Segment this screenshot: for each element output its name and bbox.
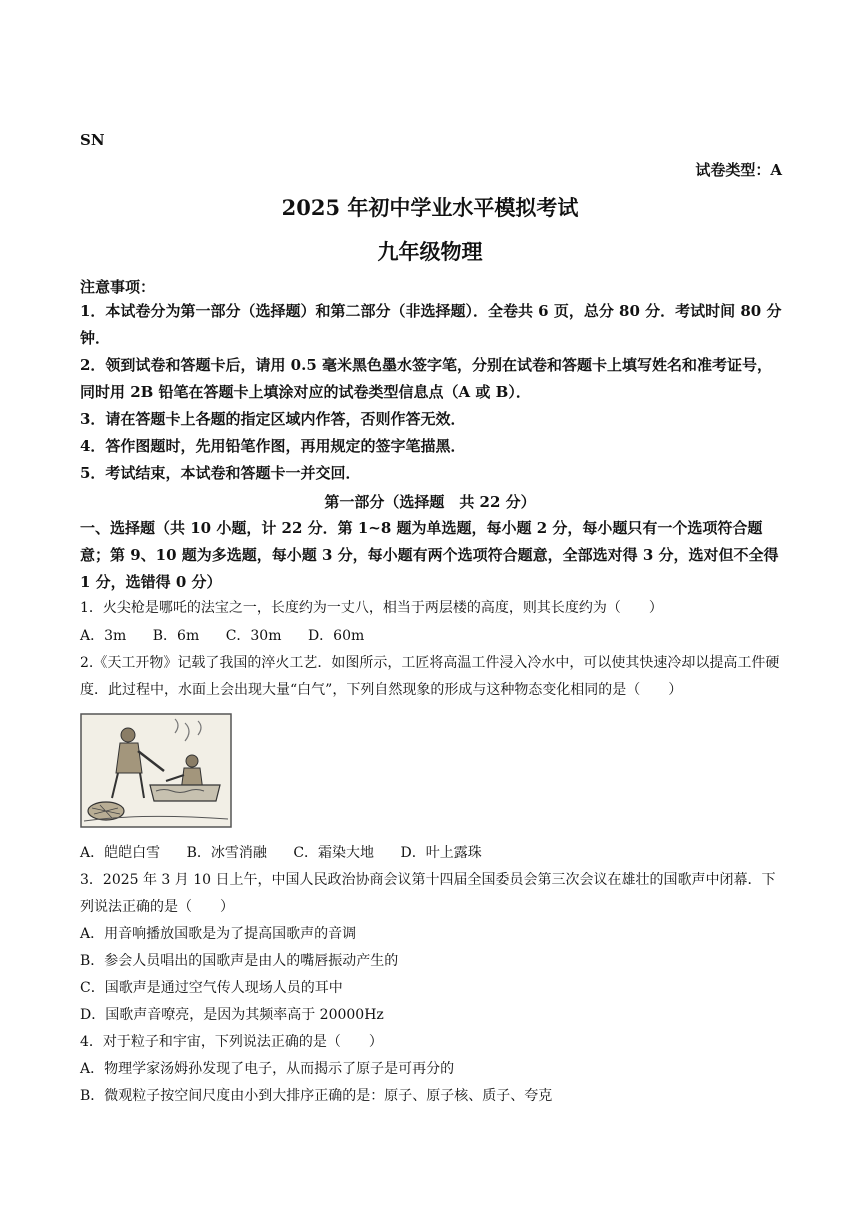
q3-option-a: A．用音响播放国歌是为了提高国歌声的音调 — [80, 926, 357, 942]
q2-option-d: D．叶上露珠 — [400, 845, 482, 861]
serial-code: SN — [80, 131, 105, 149]
q2-option-a: A．皑皑白雪 — [80, 845, 161, 861]
q3-option-b: B．参会人员唱出的国歌声是由人的嘴唇振动产生的 — [80, 953, 399, 969]
q1-option-d: D．60m — [307, 628, 365, 644]
notice-item-4: 4．答作图题时，先用铅笔作图，再用规定的签字笔描黑． — [80, 437, 466, 455]
section-instructions: 一、选择题（共 10 小题，计 22 分．第 1~8 题为单选题，每小题 2 分，每小题只有一个选项符合题意；第 9、10 题为多选题，每小题 3 分，每小题有两个选项符合题意，全部选对得 3 分，选对但不全得 1 分，选错得 0 分） — [80, 519, 779, 591]
exam-title: 2025 年初中学业水平模拟考试 — [281, 195, 579, 220]
question-1-options — [80, 625, 386, 645]
paper-type: 试卷类型：A — [695, 161, 782, 179]
notice-item-2: 2．领到试卷和答题卡后，请用 0.5 毫米黑色墨水签字笔，分别在试卷和答题卡上填写姓名和准考证号，同时用 2B 铅笔在答题卡上填涂对应的试卷类型信息点（A 或 B）． — [80, 356, 772, 401]
q4-option-b: B．微观粒子按空间尺度由小到大排序正确的是：原子、原子核、质子、夸克 — [80, 1088, 553, 1104]
q2-option-b: B．冰雪消融 — [186, 845, 267, 861]
q3-option-d: D．国歌声音嘹亮，是因为其频率高于 20000Hz — [80, 1007, 384, 1023]
question-2-options — [80, 842, 504, 862]
question-4-stem: 4．对于粒子和宇宙，下列说法正确的是（ ） — [80, 1034, 383, 1050]
q1-option-b: B．6m — [152, 628, 200, 644]
exam-subject: 九年级物理 — [377, 239, 483, 264]
notice-heading: 注意事项： — [80, 278, 156, 296]
part1-title: 第一部分（选择题 共 22 分） — [324, 493, 536, 511]
q2-option-c: C．霜染大地 — [293, 845, 375, 861]
question-2-stem: 2.《天工开物》记载了我国的淬火工艺．如图所示，工匠将高温工件浸入冷水中，可以使其快速冷却以提高工件硬度．此过程中，水面上会出现大量“白气”，下列自然现象的形成与这种物态变化相同的是（ ） — [80, 655, 780, 698]
q1-option-c: C．30m — [225, 628, 282, 644]
question-3-stem: 3．2025 年 3 月 10 日上午，中国人民政治协商会议第十四届全国委员会第三次会议在雄壮的国歌声中闭幕．下列说法正确的是（ ） — [80, 872, 776, 915]
q4-option-a: A．物理学家汤姆孙发现了电子，从而揭示了原子是可再分的 — [80, 1061, 455, 1077]
notice-item-1: 1．本试卷分为第一部分（选择题）和第二部分（非选择题）．全卷共 6 页，总分 80 分．考试时间 80 分钟． — [80, 302, 782, 347]
q1-option-a: A．3m — [80, 628, 127, 644]
quenching-illustration — [80, 713, 232, 828]
question-1-stem: 1．火尖枪是哪吒的法宝之一，长度约为一丈八，相当于两层楼的高度，则其长度约为（ ） — [80, 600, 663, 616]
notice-item-5: 5．考试结束，本试卷和答题卡一并交回． — [80, 464, 361, 482]
q3-option-c: C．国歌声是通过空气传人现场人员的耳中 — [80, 980, 343, 996]
notice-item-3: 3．请在答题卡上各题的指定区域内作答，否则作答无效． — [80, 410, 466, 428]
